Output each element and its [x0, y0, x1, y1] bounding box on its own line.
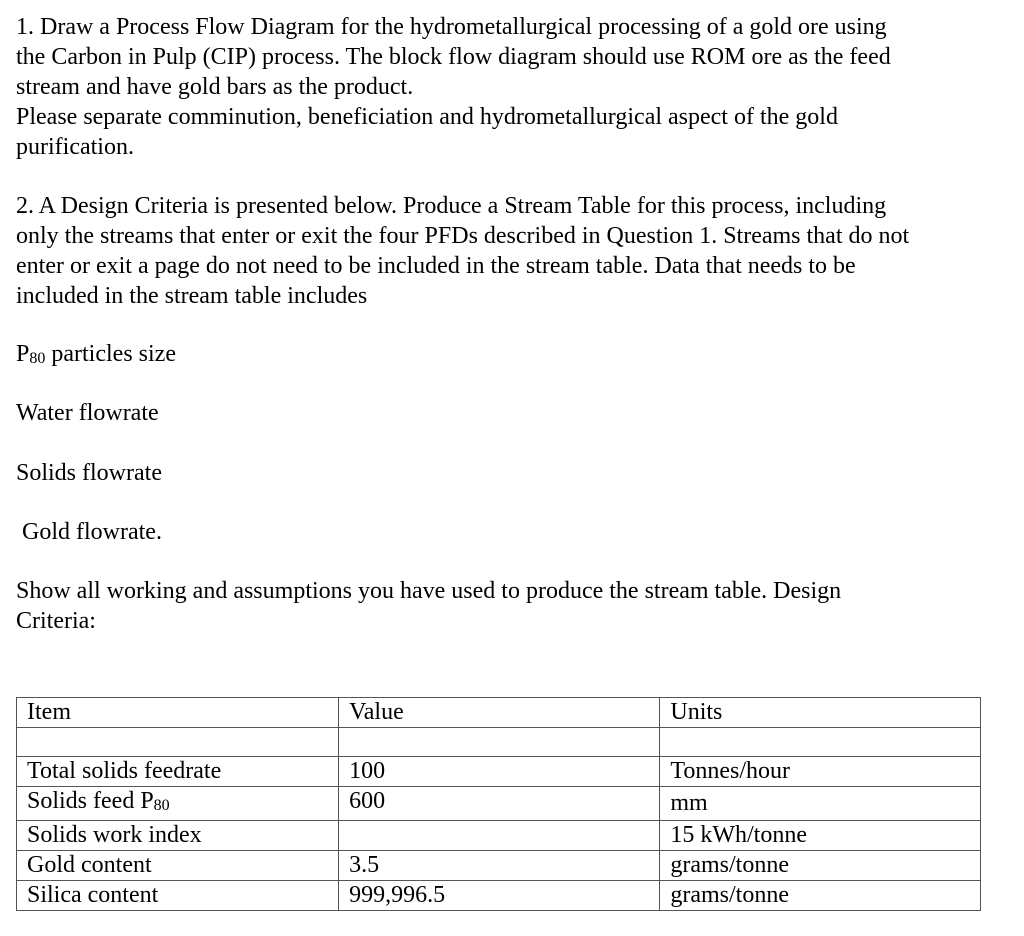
cell-value: 999,996.5	[339, 881, 660, 911]
cell-units: Tonnes/hour	[660, 757, 981, 787]
cell-units: grams/tonne	[660, 851, 981, 881]
header-item: Item	[17, 698, 339, 728]
show-working-line: Criteria:	[16, 608, 96, 634]
table-row	[17, 821, 981, 851]
cell-units: grams/tonne	[660, 881, 981, 911]
data-item-gold: Gold flowrate.	[22, 519, 162, 545]
cell-value: 100	[339, 757, 660, 787]
p80-subscript: 80	[29, 350, 46, 367]
question-1	[16, 12, 1006, 162]
cell-item	[17, 787, 339, 821]
question-1-line: Please separate comminution, beneficiation and hydrometallurgical aspect of the gold	[16, 104, 838, 130]
data-item-p80	[16, 339, 1006, 374]
cell-units: mm	[660, 787, 981, 821]
cell-item-text: Solids feed P	[27, 788, 154, 814]
header-units: Units	[660, 698, 981, 728]
question-2-line: only the streams that enter or exit the four PFDs described in Question 1. Streams that do not	[16, 223, 910, 249]
cell-item: Silica content	[17, 881, 339, 911]
table-row	[17, 757, 981, 787]
show-working	[16, 576, 1006, 636]
question-2-line: 2. A Design Criteria is presented below. Produce a Stream Table for this process, including	[16, 193, 887, 219]
question-1-line: stream and have gold bars as the product.	[16, 74, 414, 100]
question-1-line: purification.	[16, 134, 134, 160]
question-2	[16, 191, 1006, 311]
question-2-line: included in the stream table includes	[16, 283, 368, 309]
data-item-water: Water flowrate	[16, 400, 159, 426]
question-2-line: enter or exit a page do not need to be included in the stream table. Data that needs to be	[16, 253, 856, 279]
p80-suffix: particles size	[45, 341, 176, 367]
table-blank-row	[17, 728, 981, 757]
table-row	[17, 787, 981, 821]
cell-item: Solids work index	[17, 821, 339, 851]
table-row	[17, 881, 981, 911]
table-row	[17, 851, 981, 881]
header-value: Value	[339, 698, 660, 728]
show-working-line: Show all working and assumptions you have used to produce the stream table. Design	[16, 578, 842, 604]
cell-value: 600	[339, 787, 660, 821]
question-1-line: the Carbon in Pulp (CIP) process. The block flow diagram should use ROM ore as the feed	[16, 44, 891, 70]
p80-prefix: P	[16, 341, 30, 367]
blank-cell	[339, 728, 660, 757]
blank-cell	[17, 728, 339, 757]
cell-item: Gold content	[17, 851, 339, 881]
cell-value: 3.5	[339, 851, 660, 881]
cell-units: 15 kWh/tonne	[660, 821, 981, 851]
question-1-line: 1. Draw a Process Flow Diagram for the hydrometallurgical processing of a gold ore using	[16, 14, 887, 40]
design-criteria-table	[16, 697, 981, 911]
cell-item: Total solids feedrate	[17, 757, 339, 787]
cell-value	[339, 821, 660, 851]
blank-cell	[660, 728, 981, 757]
cell-item-subscript: 80	[153, 797, 170, 814]
data-item-solids: Solids flowrate	[16, 460, 162, 486]
table-header-row	[17, 698, 981, 728]
